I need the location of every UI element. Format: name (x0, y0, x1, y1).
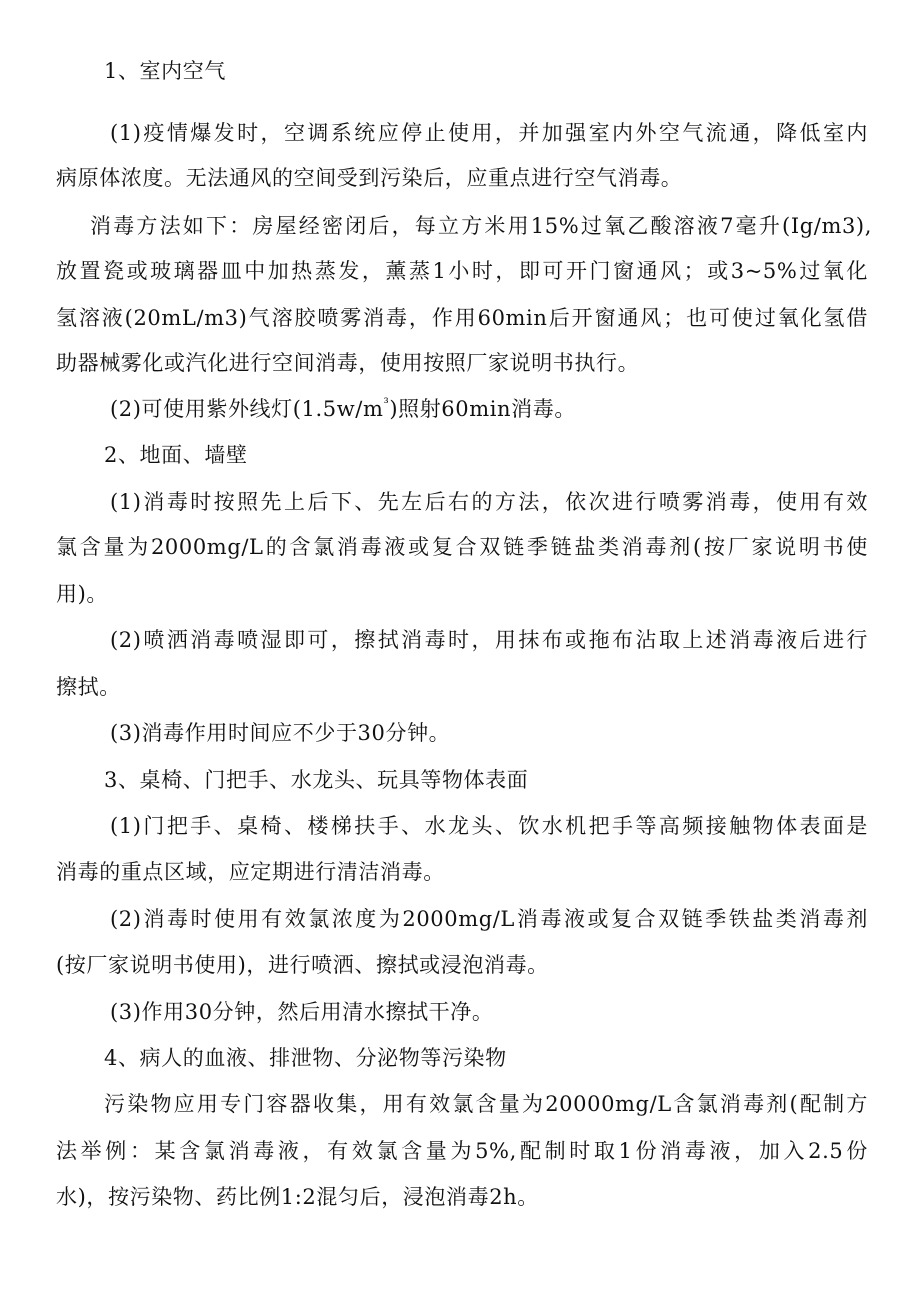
paragraph-line: 助器械雾化或汽化进行空间消毒，使用按照厂家说明书执行。 (56, 351, 640, 375)
paragraph-line: (1)门把手、桌椅、楼梯扶手、水龙头、饮水机把手等高频接触物体表面是 (110, 814, 868, 838)
paragraph-line: 消毒方法如下：房屋经密闭后，每立方米用15%过氧乙酸溶液7毫升(Ig∕m3), (90, 214, 872, 238)
paragraph-line: (按厂家说明书使用)，进行喷洒、擦拭或浸泡消毒。 (56, 953, 549, 977)
paragraph-line: 氢溶液(20mL∕m3)气溶胶喷雾消毒，作用60min后开窗通风；也可使过氧化氢借 (56, 306, 868, 330)
paragraph-line: 消毒的重点区域，应定期进行清洁消毒。 (56, 860, 445, 884)
paragraph-line: 病原体浓度。无法通风的空间受到污染后，应重点进行空气消毒。 (56, 166, 683, 190)
paragraph-line-uv (110, 394, 576, 424)
paragraph-line: (1)消毒时按照先上后下、先左后右的方法，依次进行喷雾消毒，使用有效 (110, 490, 868, 514)
paragraph-line: (1)疫情爆发时，空调系统应停止使用，并加强室内外空气流通，降低室内 (110, 121, 868, 145)
paragraph-line: 氯含量为2000mg∕L的含氯消毒液或复合双链季链盐类消毒剂(按厂家说明书使 (56, 535, 868, 559)
heading-indoor-air: 1、室内空气 (104, 59, 226, 83)
paragraph-line: (2)消毒时使用有效氯浓度为2000mg∕L消毒液或复合双链季铁盐类消毒剂 (110, 907, 868, 931)
paragraph-line: 擦拭。 (56, 675, 121, 699)
paragraph-line: 水)，按污染物、药比例1:2混匀后，浸泡消毒2h。 (56, 1185, 539, 1209)
paragraph-line: 用)。 (56, 582, 108, 606)
heading-patient-contaminants: 4、病人的血液、排泄物、分泌物等污染物 (104, 1046, 507, 1070)
heading-object-surfaces: 3、桌椅、门把手、水龙头、玩具等物体表面 (104, 768, 529, 792)
paragraph-line: 放置瓷或玻璃器皿中加热蒸发，薰蒸1小时，即可开门窗通风；或3~5%过氧化 (56, 259, 868, 283)
paragraph-line: (3)作用30分钟，然后用清水擦拭干净。 (110, 1000, 494, 1024)
paragraph-line: (3)消毒作用时间应不少于30分钟。 (110, 721, 451, 745)
paragraph-line: 法举例：某含氯消毒液，有效氯含量为5%,配制时取1份消毒液，加入2.5份 (56, 1139, 868, 1163)
uv-text-part-1: (2)可使用紫外线灯(1.5w∕m (110, 397, 384, 421)
uv-text-part-2: )照射60min消毒。 (389, 397, 576, 421)
paragraph-line: 污染物应用专门容器收集，用有效氯含量为20000mg∕L含氯消毒剂(配制方 (104, 1092, 868, 1116)
paragraph-line: (2)喷洒消毒喷湿即可，擦拭消毒时，用抹布或拖布沾取上述消毒液后进行 (110, 628, 868, 652)
heading-floor-wall: 2、地面、墙壁 (104, 443, 248, 467)
superscript-three: ³ (383, 396, 390, 411)
